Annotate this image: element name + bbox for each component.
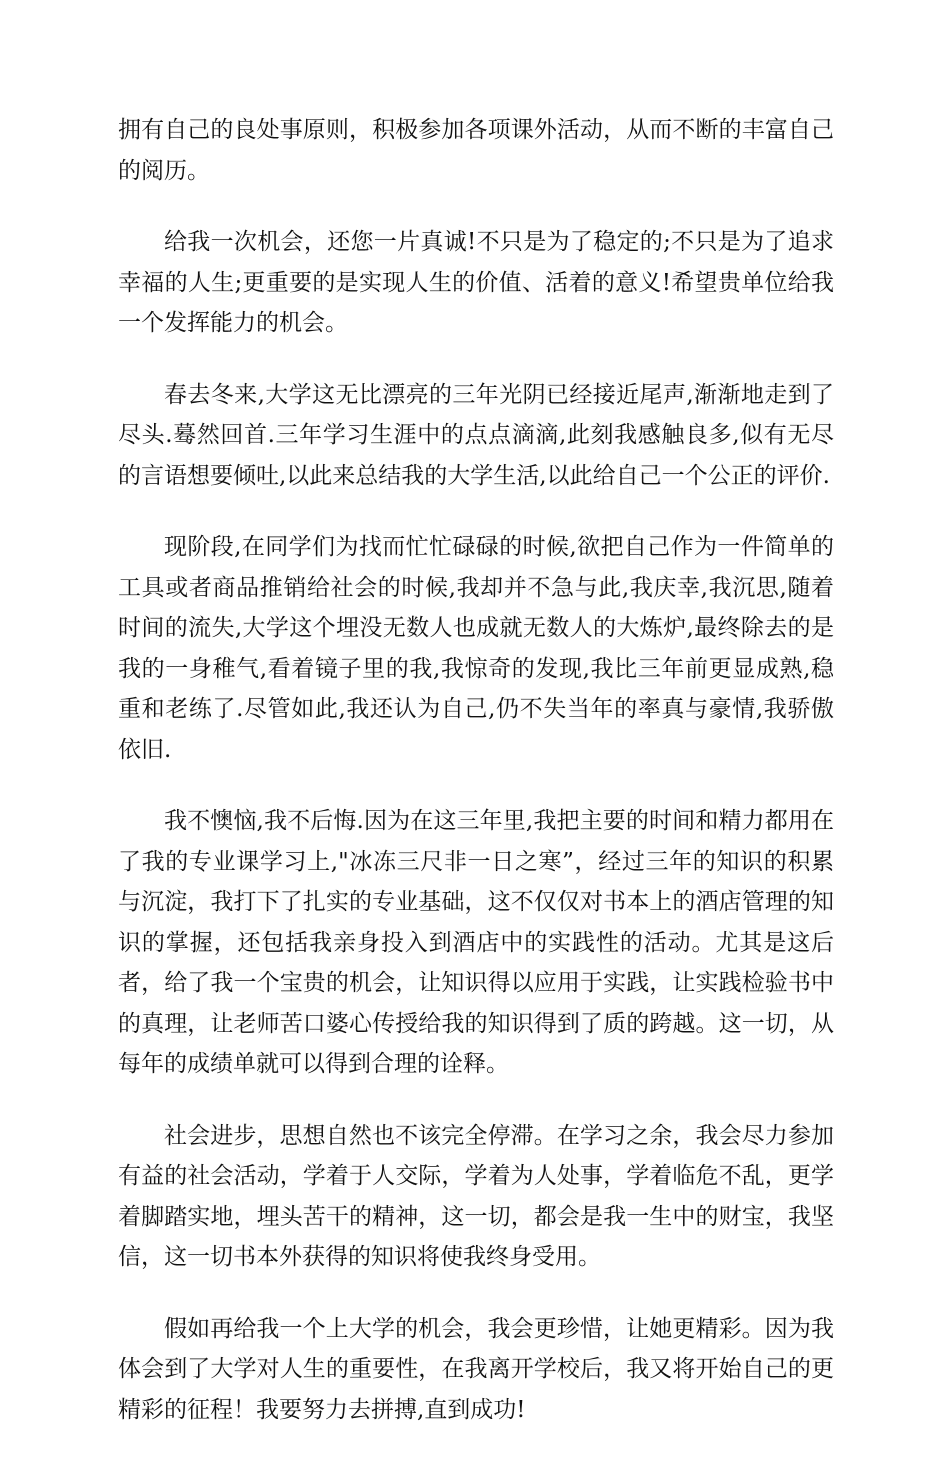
paragraph-6: 社会进步，思想自然也不该完全停滞。在学习之余，我会尽力参加有益的社会活动，学着于人交际，学着为人处事，学着临危不乱，更学着脚踏实地，埋头苦干的精神，这一切，都会是我一生中的财宝，我坚信，这一切书本外获得的知识将使我终身受用。 [118,1122,834,1270]
paragraph-2: 给我一次机会，还您一片真诚!不只是为了稳定的;不只是为了追求幸福的人生;更重要的是实现人生的价值、活着的意义!希望贵单位给我一个发挥能力的机会。 [118,229,834,336]
paragraph-7: 假如再给我一个上大学的机会，我会更珍惜，让她更精彩。因为我体会到了大学对人生的重要性，在我离开学校后，我又将开始自己的更精彩的征程！我要努力去拼搏,直到成功! [118,1315,834,1423]
document-body [118,110,834,1461]
paragraph-3: 春去冬来,大学这无比漂亮的三年光阴已经接近尾声,渐渐地走到了尽头.蓦然回首.三年学习生涯中的点点滴滴,此刻我感触良多,似有无尽的言语想要倾吐,以此来总结我的大学生活,以此给自己一个公正的评价. [118,381,834,489]
paragraph-4: 现阶段,在同学们为找而忙忙碌碌的时候,欲把自己作为一件简单的工具或者商品推销给社会的时候,我却并不急与此,我庆幸,我沉思,随着时间的流失,大学这个埋没无数人也成就无数人的大炼炉,最终除去的是我的一身稚气,看着镜子里的我,我惊奇的发现,我比三年前更显成熟,稳重和老练了.尽管如此,我还认为自己,仍不失当年的率真与豪情,我骄傲依旧. [118,534,834,763]
paragraph-1: 拥有自己的良处事原则，积极参加各项课外活动，从而不断的丰富自己的阅历。 [118,117,834,184]
paragraph-5: 我不懊恼,我不后悔.因为在这三年里,我把主要的时间和精力都用在了我的专业课学习上,"冰冻三尺非一日之寒”，经过三年的知识的积累与沉淀，我打下了扎实的专业基础，这不仅仅对书本上的酒店管理的知识的掌握，还包括我亲身投入到酒店中的实践性的活动。尤其是这后者，给了我一个宝贵的机会，让知识得以应用于实践，让实践检验书中的真理，让老师苦口婆心传授给我的知识得到了质的跨越。这一切，从每年的成绩单就可以得到合理的诠释。 [118,808,834,1077]
